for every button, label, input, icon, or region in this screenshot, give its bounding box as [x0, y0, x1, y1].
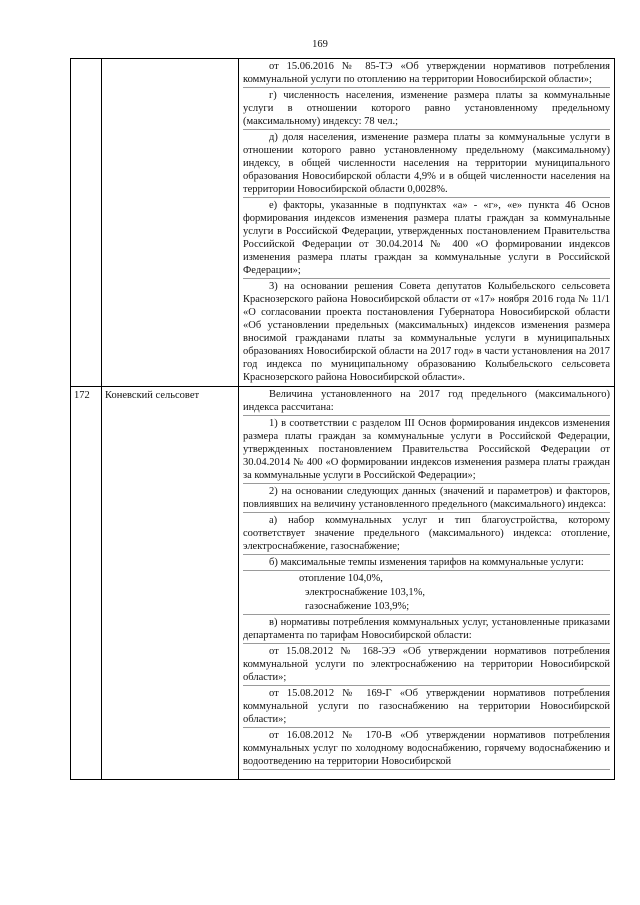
row-number — [71, 59, 102, 387]
paragraph: в) нормативы потребления коммунальных услуг, установленные приказами департамента по тарифам Новосибирской области: — [243, 616, 610, 644]
municipality-name: Коневский сельсовет — [102, 387, 239, 780]
paragraph: от 16.08.2012 № 170-В «Об утверждении нормативов потребления коммунальных услуг по холодному водоснабжению, горячему водоснабжению и водоотведению на территории Новосибирской — [243, 729, 610, 770]
row-number: 172 — [71, 387, 102, 780]
paragraph: а) набор коммунальных услуг и тип благоустройства, которому соответствует значение предельного (максимального) индекса: отопление, электроснабжение, газоснабжение; — [243, 514, 610, 555]
tariff-rate-gas: газоснабжение 103,9%; — [243, 600, 610, 615]
tariff-rate-heating: отопление 104,0%, — [299, 573, 383, 584]
paragraph: 1) в соответствии с разделом III Основ формирования индексов изменения размера платы граждан за коммунальные услуги в Российской Федерации, утвержденных постановлением Правительства Российской Федерации от 30.04.2014 № 400 «О формировании индексов изменения размера платы граждан за коммунальные услуги в Российской Федерации»; — [243, 417, 610, 484]
paragraph: д) доля населения, изменение размера платы за коммунальные услуги в отношении которого равно установленному предельному (максимальному) индексу, в общей численности населения на территории муниципального образования Новосибирской области 4,9% и в общей численности населения на территории Новосибирской области 0,0028%. — [243, 131, 610, 198]
table-row — [71, 59, 615, 387]
paragraph: 3) на основании решения Совета депутатов Колыбельского сельсовета Краснозерского района Новосибирской области от «17» ноября 2016 года № 11/1 «О согласовании проекта постановления Губернатора Новосибирской области «Об установлении предельных (максимальных) индексов изменения размера вносимой гражданами платы за коммунальные услуги в муниципальных образованиях Новосибирской области на 2017 год» в части установления на 2017 год индекса по муниципальному образованию Колыбельского сельсовета Краснозерского района Новосибирской области». — [243, 281, 610, 383]
justification-cell — [239, 387, 615, 780]
municipal-index-table — [70, 58, 615, 780]
table-row — [71, 387, 615, 780]
paragraph: г) численность населения, изменение размера платы за коммунальные услуги в отношении которого равно установленному предельному (максимальному) индексу: 78 чел.; — [243, 89, 610, 130]
page-number: 169 — [312, 39, 328, 50]
paragraph: б) максимальные темпы изменения тарифов на коммунальные услуги: — [243, 556, 610, 571]
tariff-rate-electricity: электроснабжение 103,1%, — [305, 587, 425, 598]
municipality-name — [102, 59, 239, 387]
paragraph: 2) на основании следующих данных (значений и параметров) и факторов, повлиявших на величину установленного предельного (максимального) индекса: — [243, 485, 610, 513]
justification-cell — [239, 59, 615, 387]
paragraph: от 15.06.2016 № 85-ТЭ «Об утверждении нормативов потребления коммунальной услуги по отоплению на территории Новосибирской области»; — [243, 60, 610, 88]
paragraph: е) факторы, указанные в подпунктах «а» - «г», «е» пункта 46 Основ формирования индексов изменения размера платы граждан за коммунальные услуги в Российской Федерации, утвержденных постановлением Правительства Российской Федерации от 30.04.2014 № 400 «О формировании индексов изменения размера платы граждан за коммунальные услуги в Российской Федерации»; — [243, 199, 610, 279]
paragraph: от 15.08.2012 № 169-Г «Об утверждении нормативов потребления коммунальной услуги по газоснабжению на территории Новосибирской области»; — [243, 687, 610, 728]
paragraph: Величина установленного на 2017 год предельного (максимального) индекса рассчитана: — [243, 388, 610, 416]
paragraph: от 15.08.2012 № 168-ЭЭ «Об утверждении нормативов потребления коммунальной услуги по электроснабжению на территории Новосибирской области»; — [243, 645, 610, 686]
cell-bottom-spacer — [243, 771, 610, 779]
